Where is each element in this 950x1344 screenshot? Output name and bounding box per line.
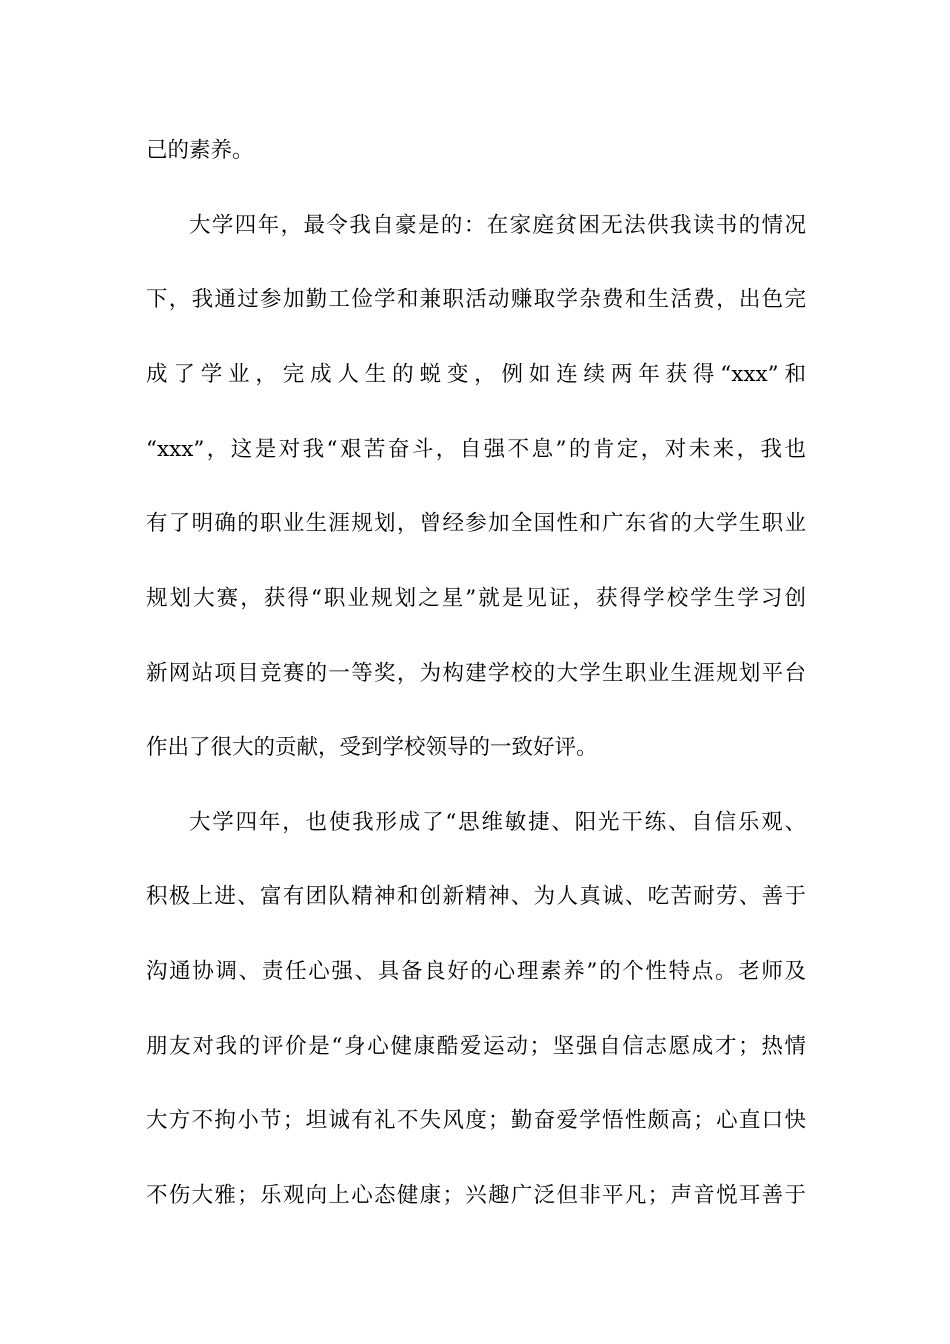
paragraph-line: 大方不拘小节；坦诚有礼不失风度；勤奋爱学悟性颇高；心直口快 [146,1108,806,1133]
paragraph-line: 己的素养。 [146,138,254,163]
paragraph-line: 积极上进、富有团队精神和创新精神、为人真诚、吃苦耐劳、善于 [146,884,806,909]
paragraph-line: 大学四年，最令我自豪是的：在家庭贫困无法供我读书的情况 [189,213,806,238]
paragraph-line: 有了明确的职业生涯规划，曾经参加全国性和广东省的大学生职业 [146,511,806,536]
paragraph-line: 作出了很大的贡献，受到学校领导的一致好评。 [146,735,598,760]
paragraph-line: “xxx”，这是对我“艰苦奋斗，自强不息”的肯定，对未来，我也 [146,437,806,462]
paragraph-line: 新网站项目竞赛的一等奖，为构建学校的大学生职业生涯规划平台 [146,661,806,686]
paragraph-line: 成了学业，完成人生的蜕变，例如连续两年获得“xxx”和 [146,362,806,387]
paragraph-line: 沟通协调、责任心强、具备良好的心理素养”的个性特点。老师及 [146,959,806,984]
paragraph-line: 不伤大雅；乐观向上心态健康；兴趣广泛但非平凡；声音悦耳善于 [146,1183,806,1208]
paragraph-line: 下，我通过参加勤工俭学和兼职活动赚取学杂费和生活费，出色完 [146,287,806,312]
paragraph-line: 朋友对我的评价是“身心健康酷爱运动；坚强自信志愿成才；热情 [146,1034,806,1059]
paragraph-line: 大学四年，也使我形成了“思维敏捷、阳光干练、自信乐观、 [189,810,806,835]
paragraph-line: 规划大赛，获得“职业规划之星”就是见证，获得学校学生学习创 [146,586,806,611]
